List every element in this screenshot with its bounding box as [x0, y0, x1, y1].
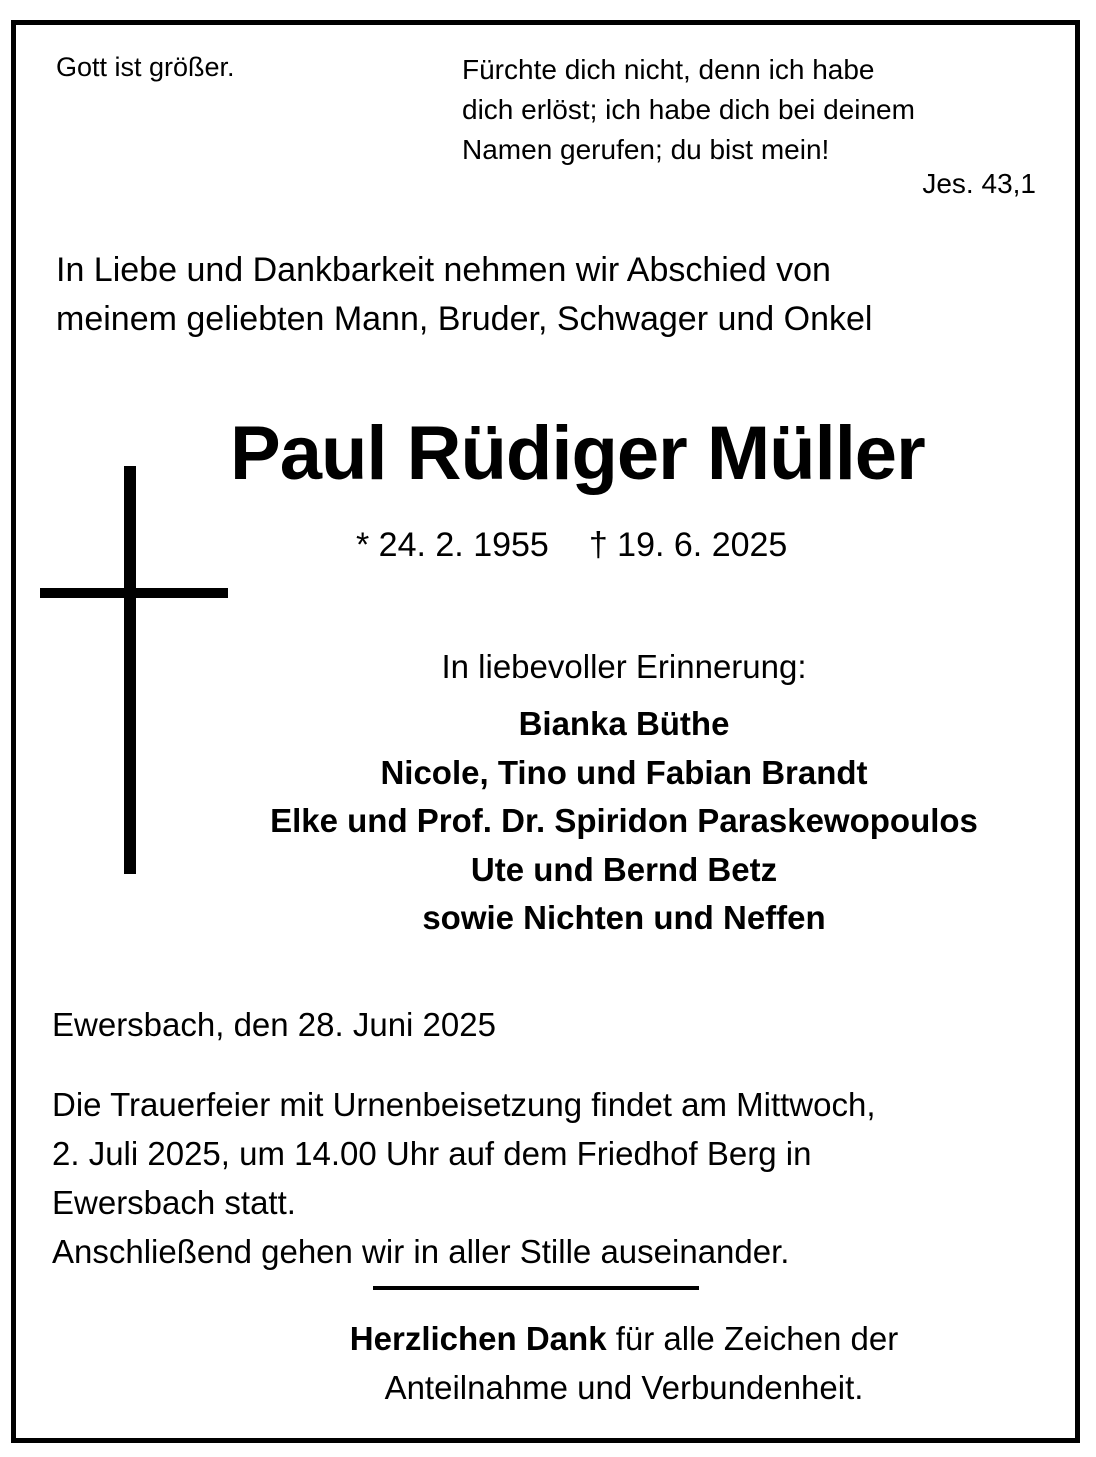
mourner: Ute und Bernd Betz — [470, 850, 778, 888]
verse-reference: Jes. 43,1 — [922, 168, 1036, 199]
mourners-list — [226, 700, 1022, 943]
mourner: Nicole, Tino und Fabian Brandt — [380, 753, 868, 791]
service-line: Die Trauerfeier mit Urnenbeisetzung findet am Mittwoch, — [52, 1086, 876, 1123]
deceased-name: Paul Rüdiger Müller — [230, 411, 925, 496]
cross-horizontal-bar — [40, 588, 228, 598]
intro-line: meinem geliebten Mann, Bruder, Schwager und Onkel — [56, 300, 873, 338]
birth-date: * 24. 2. 1955 — [356, 526, 549, 564]
service-line: Ewersbach statt. — [52, 1184, 296, 1221]
thanks-line-2: Anteilnahme und Verbundenheit. — [384, 1369, 864, 1406]
mourner: sowie Nichten und Neffen — [422, 899, 826, 936]
memory-heading: In liebevoller Erinnerung: — [441, 648, 807, 685]
life-dates — [356, 526, 787, 565]
intro-text — [56, 246, 872, 344]
divider-line — [373, 1286, 699, 1290]
verse-line: dich erlöst; ich habe dich bei deinem — [462, 94, 915, 125]
mourner: Elke und Prof. Dr. Spiridon Paraskewopoulos — [270, 802, 978, 839]
verse-line: Fürchte dich nicht, denn ich habe — [462, 54, 875, 85]
thanks-line-1 — [226, 1314, 1022, 1363]
intro-line: In Liebe und Dankbarkeit nehmen wir Abschied von — [56, 251, 831, 289]
bible-verse — [462, 50, 915, 170]
motto-text: Gott ist größer. — [56, 52, 235, 82]
service-line: Anschließend gehen wir in aller Stille auseinander. — [52, 1233, 790, 1270]
death-date: † 19. 6. 2025 — [588, 526, 788, 564]
thanks-bold: Herzlichen Dank — [349, 1320, 607, 1357]
thanks-text — [226, 1314, 1022, 1412]
cross-vertical-bar — [124, 466, 136, 874]
place-date: Ewersbach, den 28. Juni 2025 — [52, 1006, 496, 1043]
mourner: Bianka Büthe — [518, 705, 730, 742]
service-info — [52, 1080, 876, 1276]
verse-line: Namen gerufen; du bist mein! — [462, 134, 830, 165]
service-line: 2. Juli 2025, um 14.00 Uhr auf dem Friedhof Berg in — [52, 1135, 812, 1172]
thanks-rest: für alle Zeichen der — [606, 1320, 899, 1357]
